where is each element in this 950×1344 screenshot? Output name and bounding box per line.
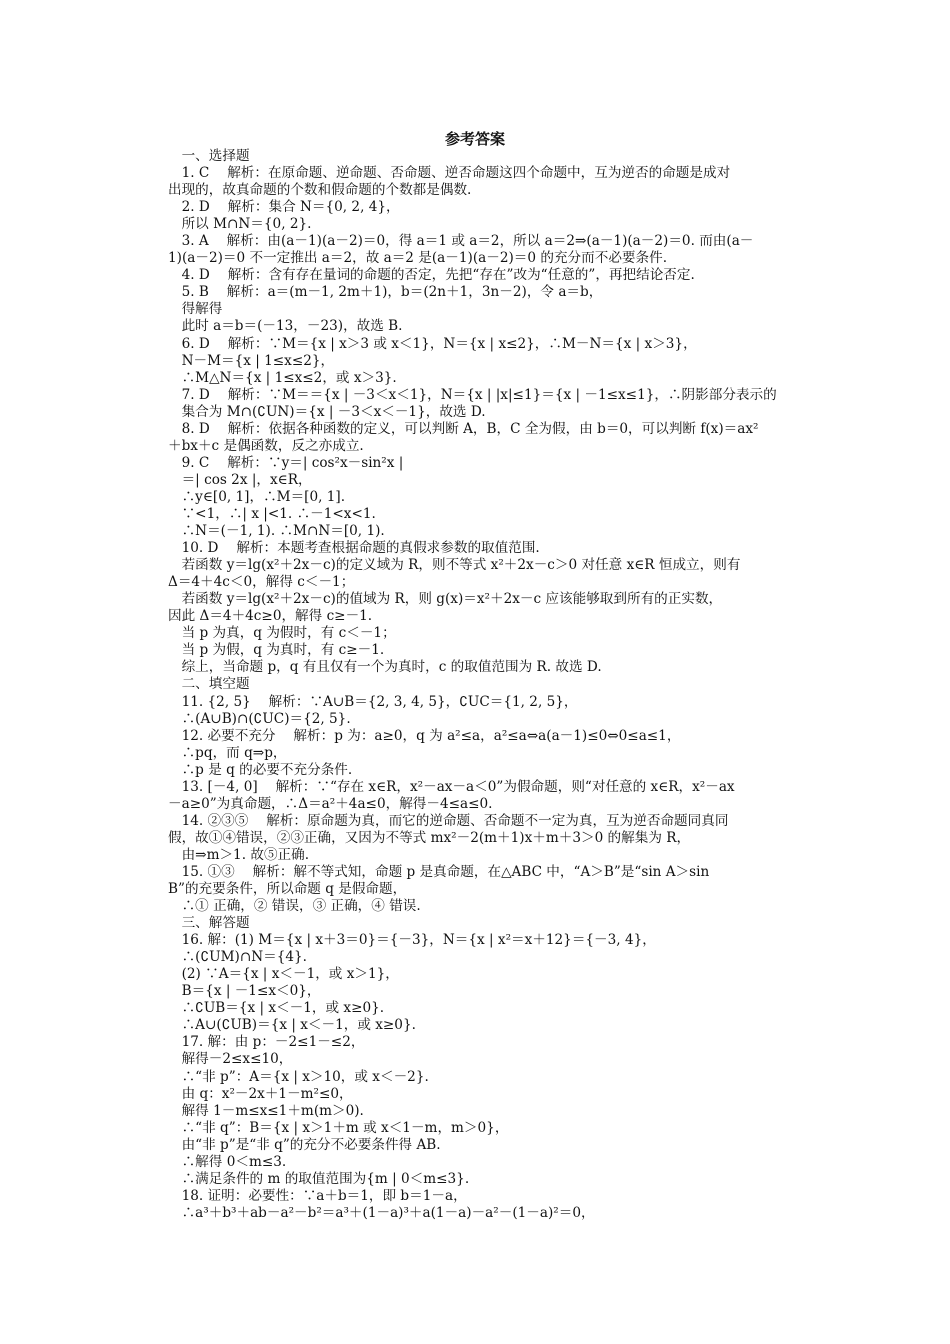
page-title: 参考答案 bbox=[444, 130, 505, 148]
text-line: 若函数 y＝lg(x²＋2x－c)的值域为 R，则 g(x)＝x²＋2x－c 应该能够取到所有的正实数， bbox=[168, 591, 723, 608]
text-line: ∴a³＋b³＋ab－a²－b²＝a³＋(1－a)³＋a(1－a)－a²－(1－a)²＝0， bbox=[168, 1204, 595, 1221]
text-line: 17. 解：由 p：－2≤1－≤2， bbox=[168, 1034, 365, 1051]
text-line: 由⇒m＞1. 故⑤正确. bbox=[168, 846, 310, 863]
text-line: ∴y∈[0, 1]，∴M＝[0, 1]. bbox=[168, 488, 346, 505]
text-line: 得解得 bbox=[168, 301, 223, 318]
text-line: ∴(∁UM)∩N＝{4}. bbox=[168, 949, 307, 966]
text-line: ∴解得 0＜m≤3. bbox=[168, 1153, 287, 1170]
text-line: 5. B 解析：a＝(m－1, 2m＋1)，b＝(2n＋1，3n－2)，令 a＝b， bbox=[168, 284, 603, 301]
text-line: 由 q：x²－2x＋1－m²≤0， bbox=[168, 1085, 353, 1102]
text-line: Δ＝4＋4c＜0，解得 c＜－1； bbox=[168, 574, 355, 591]
text-line: 由“非 p”是“非 q”的充分不必要条件得 AB. bbox=[168, 1136, 441, 1153]
text-line: 10. D 解析：本题考查根据命题的真假求参数的取值范围. bbox=[168, 540, 540, 557]
text-line: ∴A∪(∁UB)＝{x | x＜－1，或 x≥0}. bbox=[168, 1017, 416, 1034]
text-line: 8. D 解析：依据各种函数的定义，可以判断 A，B，C 全为假，由 b＝0，可以判断 f(x)＝ax² bbox=[168, 420, 759, 437]
text-line: 3. A 解析：由(a－1)(a－2)＝0，得 a＝1 或 a＝2，所以 a＝2⇒(a－1)(a－2)＝0. 而由(a－ bbox=[168, 233, 754, 250]
text-line: 解得 1－m≤x≤1＋m(m＞0). bbox=[168, 1102, 364, 1119]
text-line: 12. 必要不充分 解析：p 为：a≥0，q 为 a²≤a，a²≤a⇔a(a－1)≤0⇔0≤a≤1， bbox=[168, 727, 681, 744]
text-line: ∴p 是 q 的必要不充分条件. bbox=[168, 761, 353, 778]
text-line: ∴M△N＝{x | 1≤x≤2，或 x＞3}. bbox=[168, 369, 397, 386]
text-line: 综上，当命题 p，q 有且仅有一个为真时，c 的取值范围为 R. 故选 D. bbox=[168, 659, 602, 676]
text-line: ＝| cos 2x |，x∈R， bbox=[168, 471, 312, 488]
text-line: ∴“非 p”：A＝{x | x＞10，或 x＜－2}. bbox=[168, 1068, 429, 1085]
text-line: 出现的，故真命题的个数和假命题的个数都是偶数. bbox=[168, 182, 472, 199]
text-line: 因此 Δ＝4＋4c≥0，解得 c≥－1. bbox=[168, 608, 373, 625]
text-line: B”的充要条件，所以命题 q 是假命题， bbox=[168, 881, 407, 898]
text-line: 二、填空题 bbox=[168, 676, 250, 693]
answer-body bbox=[168, 148, 816, 1222]
text-line: 16. 解：(1) M＝{x | x＋3＝0}＝{－3}，N＝{x | x²＝x＋12}＝{－3, 4}， bbox=[168, 932, 656, 949]
text-line: 一、选择题 bbox=[168, 148, 250, 164]
text-line: (2) ∵A＝{x | x＜－1，或 x＞1}， bbox=[168, 966, 399, 983]
text-line: 15. ①③ 解析：解不等式知，命题 p 是真命题，在△ABC 中，“A＞B”是“sin A＞sin bbox=[168, 863, 710, 880]
text-line: －a≥0”为真命题，∴Δ＝a²＋4a≤0，解得－4≤a≤0. bbox=[168, 795, 493, 812]
text-line: ＋bx＋c 是偶函数，反之亦成立. bbox=[168, 437, 364, 454]
text-line: 集合为 M∩(∁UN)＝{x | －3＜x＜－1}，故选 D. bbox=[168, 403, 486, 420]
text-line: 三、解答题 bbox=[168, 915, 250, 932]
text-line: ∴“非 q”：B＝{x | x＞1＋m 或 x＜1－m，m＞0}， bbox=[168, 1119, 509, 1136]
text-line: 当 p 为真，q 为假时，有 c＜－1； bbox=[168, 625, 396, 642]
text-line: 11. {2, 5} 解析：∵A∪B＝{2, 3, 4, 5}，∁UC＝{1, 2, 5}， bbox=[168, 693, 578, 710]
text-line: ∴N＝(－1, 1). ∴M∩N＝[0, 1). bbox=[168, 523, 385, 540]
text-line: 当 p 为假，q 为真时，有 c≥－1. bbox=[168, 642, 385, 659]
text-line: 4. D 解析：含有存在量词的命题的否定，先把“存在”改为“任意的”，再把结论否定. bbox=[168, 267, 695, 284]
text-line: ∴∁UB＝{x | x＜－1，或 x≥0}. bbox=[168, 1000, 385, 1017]
text-line: 9. C 解析：∵y＝| cos²x－sin²x | bbox=[168, 454, 404, 471]
text-line: 6. D 解析：∵M＝{x | x＞3 或 x＜1}，N＝{x | x≤2}，∴M－N＝{x | x＞3}， bbox=[168, 335, 697, 352]
text-line: 2. D 解析：集合 N＝{0, 2, 4}， bbox=[168, 199, 400, 216]
text-line: 14. ②③⑤ 解析：原命题为真，而它的逆命题、否命题不一定为真，互为逆否命题同真同 bbox=[168, 812, 729, 829]
text-line: 所以 M∩N＝{0, 2}. bbox=[168, 216, 312, 233]
text-line: 1)(a－2)＝0 不一定推出 a＝2，故 a＝2 是(a－1)(a－2)＝0 的充分而不必要条件. bbox=[168, 250, 668, 267]
text-line: ∴满足条件的 m 的取值范围为{m | 0＜m≤3}. bbox=[168, 1170, 470, 1187]
text-line: 此时 a＝b＝(－13，－23)，故选 B. bbox=[168, 318, 403, 335]
text-line: 解得－2≤x≤10， bbox=[168, 1051, 293, 1068]
text-line: ∴pq，而 q⇒p， bbox=[168, 744, 287, 761]
text-line: N－M＝{x | 1≤x≤2}， bbox=[168, 352, 335, 369]
text-line: ∴① 正确，② 错误，③ 正确，④ 错误. bbox=[168, 898, 421, 915]
text-line: B＝{x | －1≤x＜0}， bbox=[168, 983, 321, 1000]
text-line: 13. [－4, 0] 解析：∵“存在 x∈R，x²－ax－a＜0”为假命题，则“对任意的 x∈R，x²－ax bbox=[168, 778, 735, 795]
text-line: 7. D 解析：∵M＝＝{x | －3＜x＜1}，N＝{x | |x|≤1}＝{x | －1≤x≤1}，∴阴影部分表示的 bbox=[168, 386, 777, 403]
text-line: 1. C 解析：在原命题、逆命题、否命题、逆否命题这四个命题中，互为逆否的命题是成对 bbox=[168, 165, 731, 182]
text-line: 18. 证明：必要性：∵a＋b＝1，即 b＝1－a， bbox=[168, 1187, 467, 1204]
text-line: 若函数 y＝lg(x²＋2x－c)的定义域为 R，则不等式 x²＋2x－c＞0 对任意 x∈R 恒成立，则有 bbox=[168, 557, 741, 574]
text-line: ∴(A∪B)∩(∁UC)＝{2, 5}. bbox=[168, 710, 351, 727]
text-line: ∵<1，∴| x |<1. ∴－1<x<1. bbox=[168, 505, 376, 522]
text-line: 假，故①④错误，②③正确，又因为不等式 mx²－2(m＋1)x＋m＋3＞0 的解集为 R， bbox=[168, 829, 691, 846]
